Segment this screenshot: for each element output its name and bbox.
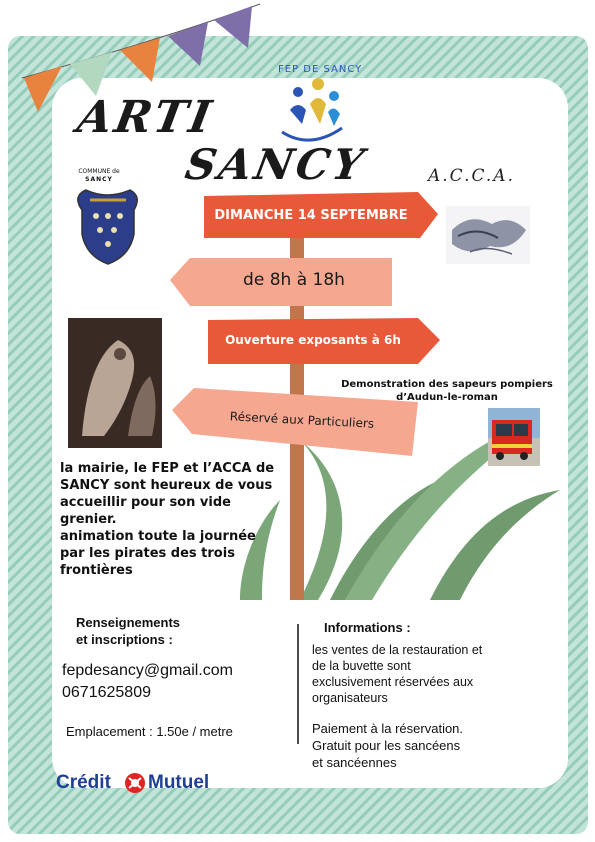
information-paragraph-2 bbox=[312, 720, 562, 771]
pompiers-line1: Demonstration des sapeurs pompiers bbox=[341, 379, 553, 390]
contact-email[interactable]: fepdesancy@gmail.com bbox=[62, 662, 233, 679]
intro-paragraph bbox=[60, 460, 300, 579]
information-line6: Gratuit pour les sancéens bbox=[312, 738, 461, 753]
intro-line5: animation toute la journée bbox=[60, 529, 256, 544]
commune-label-line1: COMMUNE de bbox=[78, 168, 120, 175]
information-line3: exclusivement réservées aux bbox=[312, 675, 474, 689]
commune-label bbox=[76, 168, 122, 184]
contact-heading bbox=[76, 614, 180, 648]
title-arti: ARTI bbox=[73, 92, 218, 143]
intro-line1: la mairie, le FEP et l’ACCA de bbox=[60, 461, 275, 476]
intro-line4: grenier. bbox=[60, 512, 117, 527]
pompiers-line2: d’Audun-le-roman bbox=[396, 392, 498, 403]
information-line2: de la buvette sont bbox=[312, 659, 411, 673]
sign-hours: de 8h à 18h bbox=[243, 270, 345, 290]
sign-date: DIMANCHE 14 SEPTEMBRE bbox=[214, 208, 408, 223]
fire-truck-image bbox=[488, 408, 540, 466]
commune-label-line2: SANCY bbox=[85, 176, 113, 183]
contact-heading-line1: Renseignements bbox=[76, 615, 181, 630]
contact-phone[interactable]: 0671625809 bbox=[62, 684, 151, 701]
intro-line7: frontières bbox=[60, 563, 133, 578]
pompiers-caption bbox=[334, 378, 560, 404]
title-sancy: SANCY bbox=[181, 140, 371, 189]
sponsor-credit: Crédit bbox=[56, 772, 111, 793]
acca-label: A.C.C.A. bbox=[428, 166, 515, 186]
information-heading: Informations : bbox=[324, 620, 411, 635]
sign-exhibitors: Ouverture exposants à 6h bbox=[225, 333, 401, 347]
sponsor-mutuel: Mutuel bbox=[148, 772, 210, 793]
information-line7: et sancéennes bbox=[312, 755, 397, 770]
carved-wood-image bbox=[68, 318, 162, 448]
intro-line6: par les pirates des trois bbox=[60, 546, 235, 561]
information-paragraph-1 bbox=[312, 642, 562, 706]
intro-line3: accueillir pour son vide bbox=[60, 495, 231, 510]
contact-heading-line2: et inscriptions : bbox=[76, 632, 173, 647]
intro-line2: SANCY sont heureux de vous bbox=[60, 478, 273, 493]
information-line1: les ventes de la restauration et bbox=[312, 643, 483, 657]
information-line5: Paiement à la réservation. bbox=[312, 721, 464, 736]
sign-reserved: Réservé aux Particuliers bbox=[229, 409, 375, 431]
location-price: Emplacement : 1.50e / metre bbox=[66, 724, 233, 739]
acca-wildlife-image bbox=[446, 206, 530, 264]
credit-mutuel-logo-icon bbox=[125, 773, 145, 793]
information-line4: organisateurs bbox=[312, 691, 388, 705]
fep-logo-label: FEP DE SANCY bbox=[278, 64, 363, 75]
